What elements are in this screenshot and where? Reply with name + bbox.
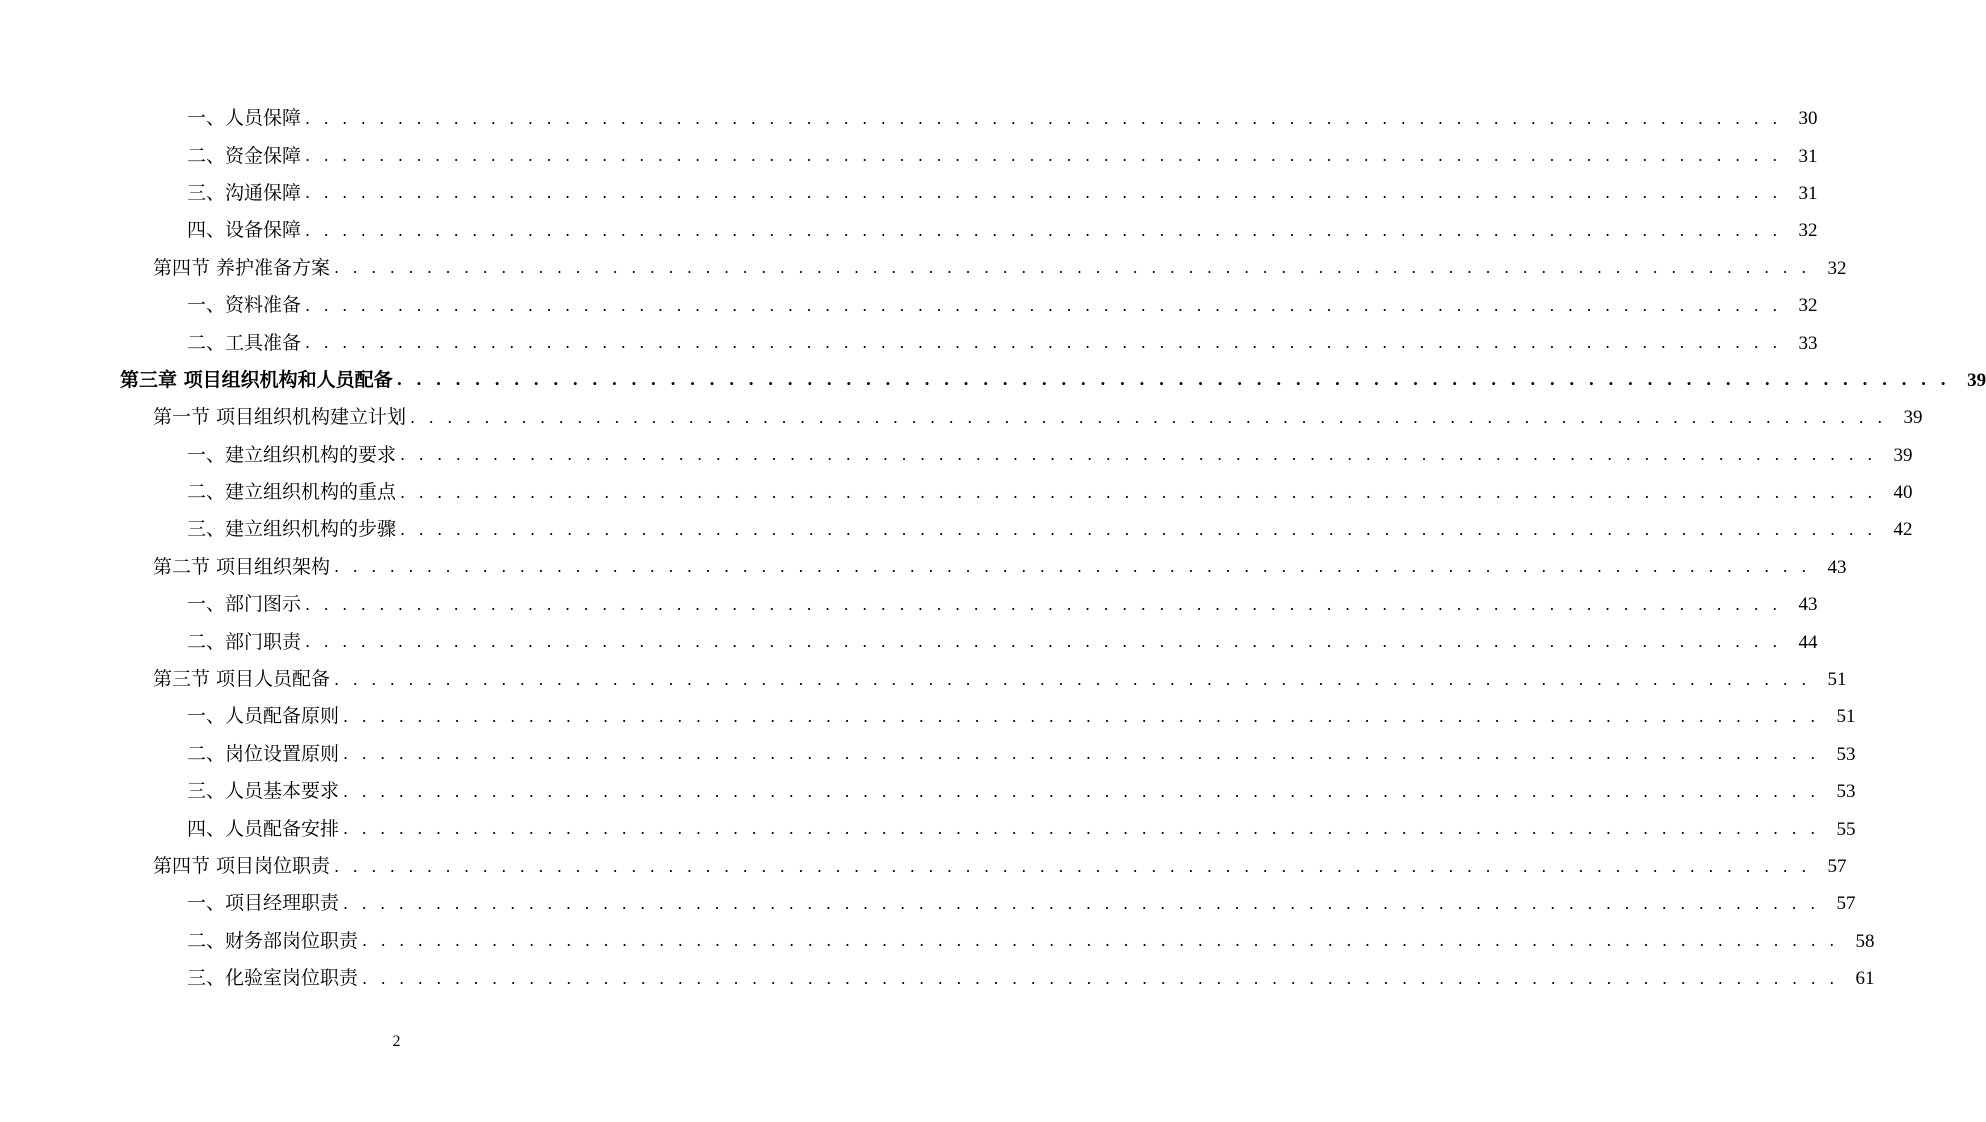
toc-entry[interactable]: [0, 923, 1875, 960]
toc-entry-title: 一、建立组织机构的要求: [187, 443, 397, 466]
dot-leader: . . . . . . . . . . . . . . . . . . . . . . . . . . . . . . . . . . . . . . . . . . . . . . . . . . . . . . . . . . . . . . . . . . . . . . . . . . . . . . . .: [305, 146, 1782, 166]
toc-entry-page: 43: [1827, 556, 1847, 578]
toc-entry-title: 二、岗位设置原则: [187, 742, 340, 765]
toc-entry-page: 53: [1836, 781, 1856, 803]
toc-entry[interactable]: [0, 885, 1856, 922]
toc-entry-title: 二、工具准备: [187, 331, 302, 354]
toc-entry-title: 第三章 项目组织机构和人员配备: [120, 368, 393, 391]
toc-entry[interactable]: [0, 549, 1847, 586]
dot-leader: . . . . . . . . . . . . . . . . . . . . . . . . . . . . . . . . . . . . . . . . . . . . . . . . . . . . . . . . . . . . . . . . . . . . . . . . . . . . . . . .: [305, 108, 1782, 128]
toc-entry[interactable]: [0, 623, 1818, 660]
toc-entry-page: 53: [1836, 743, 1856, 765]
toc-entry-page: 33: [1798, 332, 1818, 354]
dot-leader: . . . . . . . . . . . . . . . . . . . . . . . . . . . . . . . . . . . . . . . . . . . . . . . . . . . . . . . . . . . . . . . . . . . . . . . . . . . . . . . .: [305, 632, 1782, 652]
dot-leader: . . . . . . . . . . . . . . . . . . . . . . . . . . . . . . . . . . . . . . . . . . . . . . . . . . . . . . . . . . . . . . . . . . . . . . . . . . . . . . . .: [305, 333, 1782, 353]
toc-entry-title: 一、部门图示: [187, 593, 302, 616]
toc-entry[interactable]: [0, 511, 1913, 548]
toc-entry[interactable]: [0, 960, 1875, 997]
dot-leader: . . . . . . . . . . . . . . . . . . . . . . . . . . . . . . . . . . . . . . . . . . . . . . . . . . . . . . . . . . . . . . . . . . . . . . . . . . . . . . . .: [362, 931, 1839, 951]
dot-leader: . . . . . . . . . . . . . . . . . . . . . . . . . . . . . . . . . . . . . . . . . . . . . . . . . . . . . . . . . . . . . . . . . . . . . . . . . . . . . . . .: [400, 519, 1877, 539]
dot-leader: . . . . . . . . . . . . . . . . . . . . . . . . . . . . . . . . . . . . . . . . . . . . . . . . . . . . . . . . . . . . . . . . . . . . . . . . . . . . . . . .: [410, 407, 1887, 427]
dot-leader: . . . . . . . . . . . . . . . . . . . . . . . . . . . . . . . . . . . . . . . . . . . . . . . . . . . . . . . . . . . . . . . . . . . . . . . . . . . . . . . .: [343, 781, 1820, 801]
toc-entry[interactable]: [0, 661, 1847, 698]
toc-entry-title: 第四节 养护准备方案: [153, 256, 331, 279]
toc-entry[interactable]: [0, 250, 1847, 287]
toc-entry[interactable]: [0, 362, 1986, 399]
toc-entry[interactable]: [0, 287, 1818, 324]
dot-leader: . . . . . . . . . . . . . . . . . . . . . . . . . . . . . . . . . . . . . . . . . . . . . . . . . . . . . . . . . . . . . . . . . . . . . . . . . . . . . . . .: [343, 744, 1820, 764]
toc-entry-title: 四、设备保障: [187, 219, 302, 242]
toc-entry-title: 二、财务部岗位职责: [187, 929, 359, 952]
toc-entry-page: 43: [1798, 594, 1818, 616]
toc-entry-page: 57: [1836, 893, 1856, 915]
dot-leader: . . . . . . . . . . . . . . . . . . . . . . . . . . . . . . . . . . . . . . . . . . . . . . . . . . . . . . . . . . . . . . . . . . . . . . . . . . . . . . . .: [400, 445, 1877, 465]
toc-entry-page: 39: [1893, 444, 1913, 466]
toc-entry-title: 三、沟通保障: [187, 181, 302, 204]
dot-leader: . . . . . . . . . . . . . . . . . . . . . . . . . . . . . . . . . . . . . . . . . . . . . . . . . . . . . . . . . . . . . . . . . . . . . . . . . . . . . . . .: [305, 183, 1782, 203]
toc-entry-title: 一、人员保障: [187, 107, 302, 130]
toc-entry-title: 二、建立组织机构的重点: [187, 481, 397, 504]
toc-entry-page: 61: [1855, 968, 1875, 990]
toc-entry[interactable]: [0, 773, 1856, 810]
toc-entry-page: 51: [1836, 706, 1856, 728]
dot-leader: . . . . . . . . . . . . . . . . . . . . . . . . . . . . . . . . . . . . . . . . . . . . . . . . . . . . . . . . . . . . . . . . . . . . . . . . . . . . . . . .: [334, 258, 1811, 278]
toc-entry[interactable]: [0, 437, 1913, 474]
toc-entry[interactable]: [0, 212, 1818, 249]
toc-entry-page: 32: [1827, 257, 1847, 279]
toc-entry[interactable]: [0, 175, 1818, 212]
toc-entry-page: 32: [1798, 220, 1818, 242]
toc-entry-title: 一、项目经理职责: [187, 892, 340, 915]
toc-entry-page: 51: [1827, 669, 1847, 691]
toc-entry-title: 第二节 项目组织架构: [153, 555, 331, 578]
toc-entry-page: 44: [1798, 631, 1818, 653]
toc-entry[interactable]: [0, 848, 1847, 885]
dot-leader: . . . . . . . . . . . . . . . . . . . . . . . . . . . . . . . . . . . . . . . . . . . . . . . . . . . . . . . . . . . . . . . . . . . . . . . . . . . . . . . .: [305, 295, 1782, 315]
dot-leader: . . . . . . . . . . . . . . . . . . . . . . . . . . . . . . . . . . . . . . . . . . . . . . . . . . . . . . . . . . . . . . . . . . . . . . . . . . . . . . . .: [343, 893, 1820, 913]
toc-entry-page: 55: [1836, 818, 1856, 840]
toc-entry-title: 三、化验室岗位职责: [187, 967, 359, 990]
dot-leader: . . . . . . . . . . . . . . . . . . . . . . . . . . . . . . . . . . . . . . . . . . . . . . . . . . . . . . . . . . . . . . . . . . . . . . . . . . . . . . . .: [334, 856, 1811, 876]
toc-entry-title: 三、人员基本要求: [187, 780, 340, 803]
toc-entry-page: 30: [1798, 108, 1818, 130]
toc-entry[interactable]: [0, 399, 1923, 436]
dot-leader: . . . . . . . . . . . . . . . . . . . . . . . . . . . . . . . . . . . . . . . . . . . . . . . . . . . . . . . . . . . . . . . . . . . . . . . . . . . . . . . .: [334, 557, 1811, 577]
dot-leader: . . . . . . . . . . . . . . . . . . . . . . . . . . . . . . . . . . . . . . . . . . . . . . . . . . . . . . . . . . . . . . . . . . . . . . . . . . . . . . . .: [305, 594, 1782, 614]
toc-entry-page: 39: [1967, 369, 1986, 391]
toc-entry-page: 42: [1893, 519, 1913, 541]
toc-entry[interactable]: [0, 474, 1913, 511]
toc-entry-page: 58: [1855, 930, 1875, 952]
toc-entry-title: 一、资料准备: [187, 294, 302, 317]
dot-leader: . . . . . . . . . . . . . . . . . . . . . . . . . . . . . . . . . . . . . . . . . . . . . . . . . . . . . . . . . . . . . . . . . . . . . . . . . . . . . . . .: [362, 968, 1839, 988]
page-number: 2: [392, 1033, 401, 1050]
toc-entry[interactable]: [0, 586, 1818, 623]
toc-entry-title: 三、建立组织机构的步骤: [187, 518, 397, 541]
table-of-contents: [0, 100, 1986, 997]
toc-entry-page: 57: [1827, 856, 1847, 877]
toc-entry[interactable]: [0, 100, 1818, 137]
dot-leader: . . . . . . . . . . . . . . . . . . . . . . . . . . . . . . . . . . . . . . . . . . . . . . . . . . . . . . . . . . . . . . . . . . . . . . . . . . . . . . . .: [400, 482, 1877, 502]
dot-leader: . . . . . . . . . . . . . . . . . . . . . . . . . . . . . . . . . . . . . . . . . . . . . . . . . . . . . . . . . . . . . . . . . . . . . . . . . . . . . . . .: [305, 220, 1782, 240]
toc-entry-title: 第四节 项目岗位职责: [153, 855, 331, 877]
toc-entry[interactable]: [0, 137, 1818, 174]
toc-entry[interactable]: [0, 736, 1856, 773]
toc-entry-title: 第三节 项目人员配备: [153, 668, 331, 691]
toc-entry[interactable]: [0, 324, 1818, 361]
toc-entry-title: 四、人员配备安排: [187, 817, 340, 840]
toc-entry-page: 40: [1893, 482, 1913, 504]
toc-entry-title: 第一节 项目组织机构建立计划: [153, 406, 407, 429]
toc-entry-page: 31: [1798, 145, 1818, 167]
dot-leader: . . . . . . . . . . . . . . . . . . . . . . . . . . . . . . . . . . . . . . . . . . . . . . . . . . . . . . . . . . . . . . . . . . . . . . . . . . . . . . . .: [334, 669, 1811, 689]
toc-entry-title: 二、资金保障: [187, 144, 302, 167]
toc-entry-page: 31: [1798, 182, 1818, 204]
dot-leader: . . . . . . . . . . . . . . . . . . . . . . . . . . . . . . . . . . . . . . . . . . . . . . . . . . . . . . . . . . . . . . . . . . . . . . . . . . . . . . . .: [343, 819, 1820, 839]
toc-entry[interactable]: [0, 698, 1856, 735]
toc-entry-page: 32: [1798, 295, 1818, 317]
dot-leader: . . . . . . . . . . . . . . . . . . . . . . . . . . . . . . . . . . . . . . . . . . . . . . . . . . . . . . . . . . . . . . . . . . . . . . . . . . . . . . . .: [343, 706, 1820, 726]
toc-entry-title: 二、部门职责: [187, 630, 302, 653]
toc-entry-page: 39: [1903, 407, 1923, 429]
toc-entry[interactable]: [0, 810, 1856, 847]
dot-leader: . . . . . . . . . . . . . . . . . . . . . . . . . . . . . . . . . . . . . . . . . . . . . . . . . . . . . . . . . . . . . . . . . . . . . . . . . . . . . . . .: [396, 370, 1951, 390]
toc-entry-title: 一、人员配备原则: [187, 705, 340, 728]
